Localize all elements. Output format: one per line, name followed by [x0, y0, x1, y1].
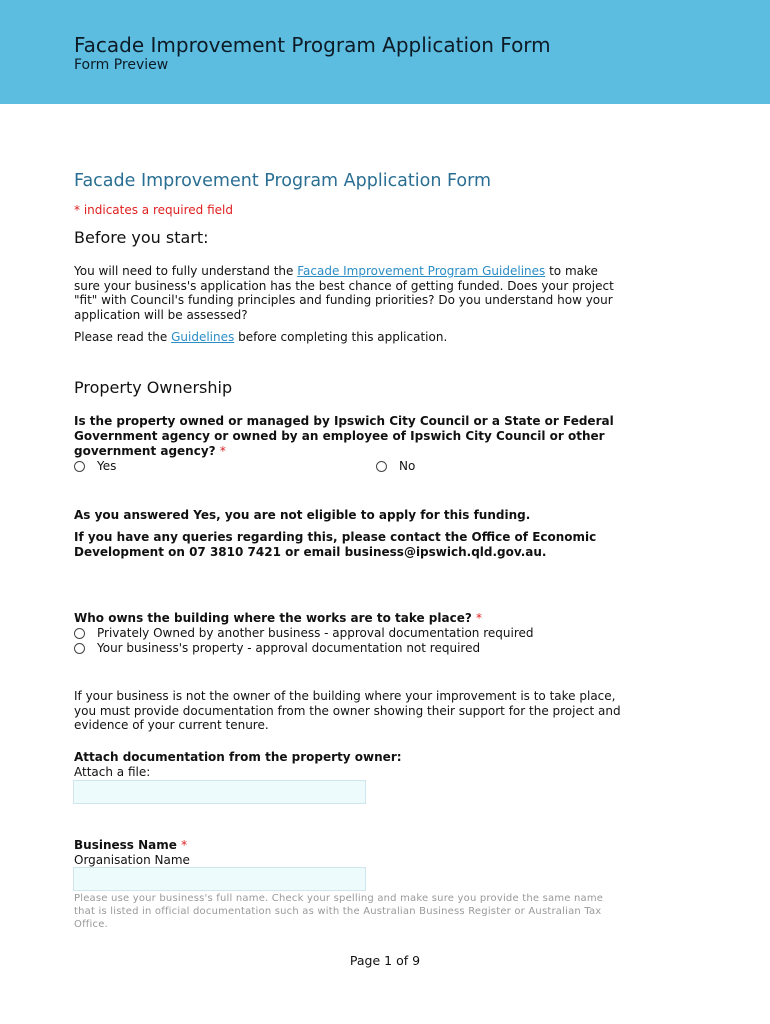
contact-message	[74, 530, 596, 560]
header-banner	[0, 0, 770, 104]
option-own-property[interactable]	[74, 641, 480, 655]
ownership-question	[74, 414, 614, 458]
question-text: government agency?	[74, 443, 216, 458]
header-subtitle: Form Preview	[74, 57, 169, 73]
before-start-heading: Before you start:	[74, 228, 209, 247]
attach-sub-label: Attach a file:	[74, 765, 151, 779]
form-title: Facade Improvement Program Application Form	[74, 171, 492, 191]
ownership-heading: Property Ownership	[74, 378, 233, 397]
guidelines-short-link[interactable]: Guidelines	[171, 330, 235, 344]
info-line-3: evidence of your current tenure.	[74, 718, 269, 733]
read-guidelines-paragraph	[74, 330, 447, 345]
required-note: * indicates a required field	[74, 203, 233, 217]
radio-privately-owned[interactable]	[74, 628, 85, 639]
question-line-2: Government agency or owned by an employee of Ipswich City Council or other	[74, 428, 605, 443]
option-yes-label: Yes	[97, 459, 117, 473]
radio-own-property[interactable]	[74, 643, 85, 654]
paragraph-text: Please read the	[74, 330, 172, 344]
question-text: Who owns the building where the works are to take place?	[74, 611, 472, 625]
paragraph-line-3: "fit" with Council's funding principles and funding priorities? Do you understand how your	[74, 293, 613, 308]
radio-yes[interactable]	[74, 461, 85, 472]
ineligible-message: As you answered Yes, you are not eligible to apply for this funding.	[74, 508, 531, 522]
question-line-3	[74, 444, 614, 459]
required-marker: *	[181, 838, 188, 852]
ownership-info-paragraph	[74, 689, 621, 733]
page-number: Page 1 of 9	[349, 953, 421, 968]
radio-no[interactable]	[376, 461, 387, 472]
organisation-name-label: Organisation Name	[74, 853, 190, 867]
option-own-property-label: Your business's property - approval documentation not required	[97, 641, 481, 655]
help-line-2: that is listed in official documentation such as with the Australian Business Register or Australian Tax	[74, 906, 602, 917]
info-line-1: If your business is not the owner of the building where your improvement is to take place,	[74, 689, 616, 703]
option-no-label: No	[399, 459, 416, 473]
paragraph-text: You will need to fully understand the	[74, 264, 298, 278]
option-privately-owned-label: Privately Owned by another business - approval documentation required	[97, 626, 534, 640]
paragraph-text: to make	[545, 264, 598, 278]
required-marker: *	[476, 611, 483, 625]
paragraph-line-2: sure your business's application has the best chance of getting funded. Does your project	[74, 278, 614, 293]
paragraph-text: before completing this application.	[234, 330, 448, 344]
option-no[interactable]	[376, 459, 415, 473]
business-name-label	[74, 838, 187, 853]
help-line-3: Office.	[74, 919, 108, 930]
before-start-paragraph	[74, 264, 614, 322]
guidelines-link[interactable]: Facade Improvement Program Guidelines	[297, 264, 546, 278]
paragraph-line-4: application will be assessed?	[74, 307, 248, 322]
paragraph-line-1	[74, 264, 614, 279]
option-yes[interactable]	[74, 459, 116, 473]
contact-line-2: Development on 07 3810 7421 or email business@ipswich.qld.gov.au.	[74, 544, 547, 559]
help-line-1: Please use your business's full name. Check your spelling and make sure you provide the same name	[74, 893, 604, 904]
attach-label: Attach documentation from the property owner:	[74, 750, 402, 764]
label-text: Business Name	[74, 838, 177, 852]
contact-line-1: If you have any queries regarding this, please contact the Office of Economic	[74, 530, 597, 544]
required-marker: *	[219, 443, 226, 458]
building-question	[74, 611, 482, 626]
business-name-help	[74, 892, 603, 931]
question-line-1: Is the property owned or managed by Ipswich City Council or a State or Federal	[74, 414, 614, 428]
option-privately-owned[interactable]	[74, 626, 533, 640]
business-name-input[interactable]	[73, 867, 366, 891]
header-title: Facade Improvement Program Application Form	[74, 33, 551, 57]
info-line-2: you must provide documentation from the owner showing their support for the project and	[74, 703, 621, 718]
file-upload-field[interactable]	[73, 780, 366, 804]
